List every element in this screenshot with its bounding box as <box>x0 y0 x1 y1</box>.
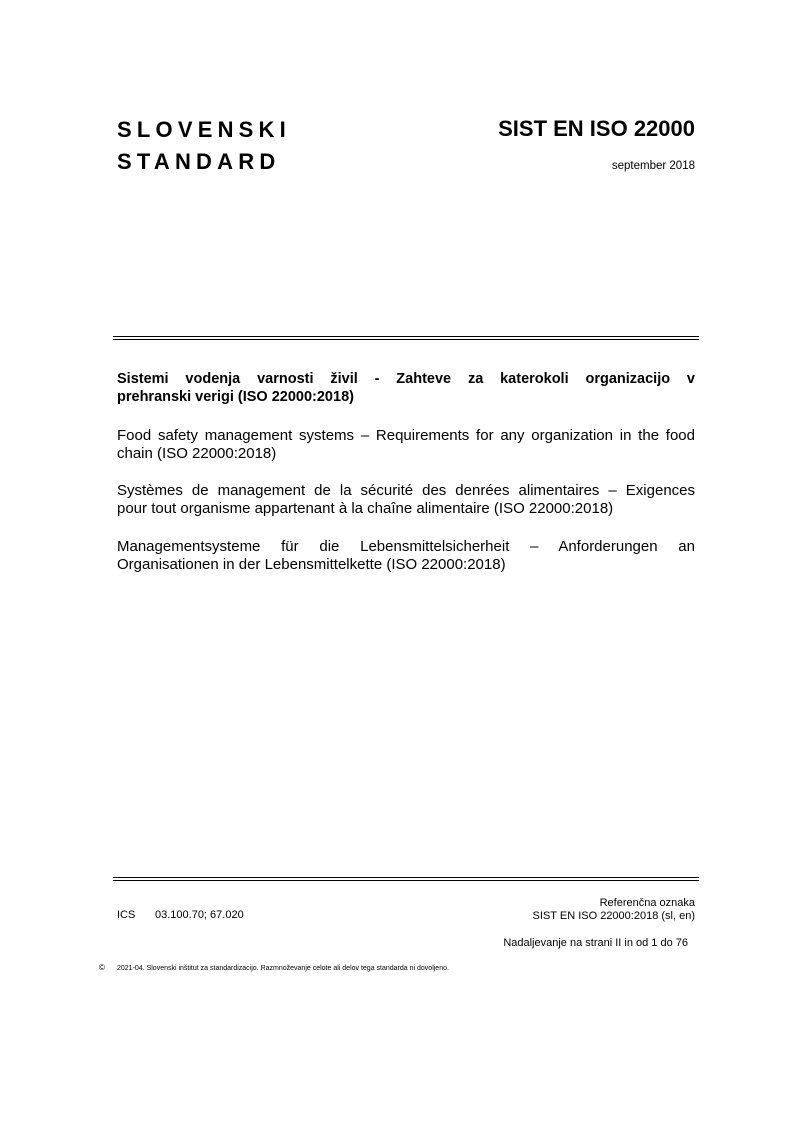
title-slovenian <box>117 371 695 406</box>
title-french <box>117 482 695 517</box>
reference-block <box>533 897 695 922</box>
publication-date: september 2018 <box>611 160 695 172</box>
reference-label: Referenčna oznaka <box>599 897 695 909</box>
title-french-line-2: pour tout organisme appartenant à la chaîne alimentaire (ISO 22000:2018) <box>117 499 614 517</box>
brand-line-standard: STANDARD <box>117 149 281 174</box>
title-german <box>117 538 695 573</box>
standard-code: SIST EN ISO 22000 <box>498 116 695 141</box>
title-english-line-1: Food safety management systems – Requirements for any organization in the food <box>117 427 695 444</box>
title-german-line-2: Organisationen in der Lebensmittelkette (ISO 22000:2018) <box>117 555 506 573</box>
title-german-line-1: Managementsysteme für die Lebensmittelsicherheit – Anforderungen an <box>117 538 695 555</box>
continuation-note: Nadaljevanje na strani II in od 1 do 76 <box>503 937 688 949</box>
brand-line-slovenski: SLOVENSKI <box>117 117 291 142</box>
title-slovenian-line-1: Sistemi vodenja varnosti živil - Zahteve za katerokoli organizacijo v <box>117 371 695 387</box>
title-french-line-1: Systèmes de management de la sécurité des denrées alimentaires – Exigences <box>117 482 695 499</box>
title-english-line-2: chain (ISO 22000:2018) <box>117 444 277 462</box>
top-double-rule <box>113 336 699 340</box>
bottom-double-rule <box>113 877 699 881</box>
title-slovenian-line-2: prehranski verigi (ISO 22000:2018) <box>117 388 354 405</box>
ics-label: ICS <box>117 909 136 921</box>
copyright-notice: 2021-04. Slovenski inštitut za standardizacijo. Razmnoževanje celote ali delov tega standarda ni dovoljeno. <box>117 965 449 972</box>
copyright-symbol: © <box>99 963 105 972</box>
title-english <box>117 427 695 462</box>
ics-value: 03.100.70; 67.020 <box>155 909 244 921</box>
reference-value: SIST EN ISO 22000:2018 (sl, en) <box>532 909 695 922</box>
